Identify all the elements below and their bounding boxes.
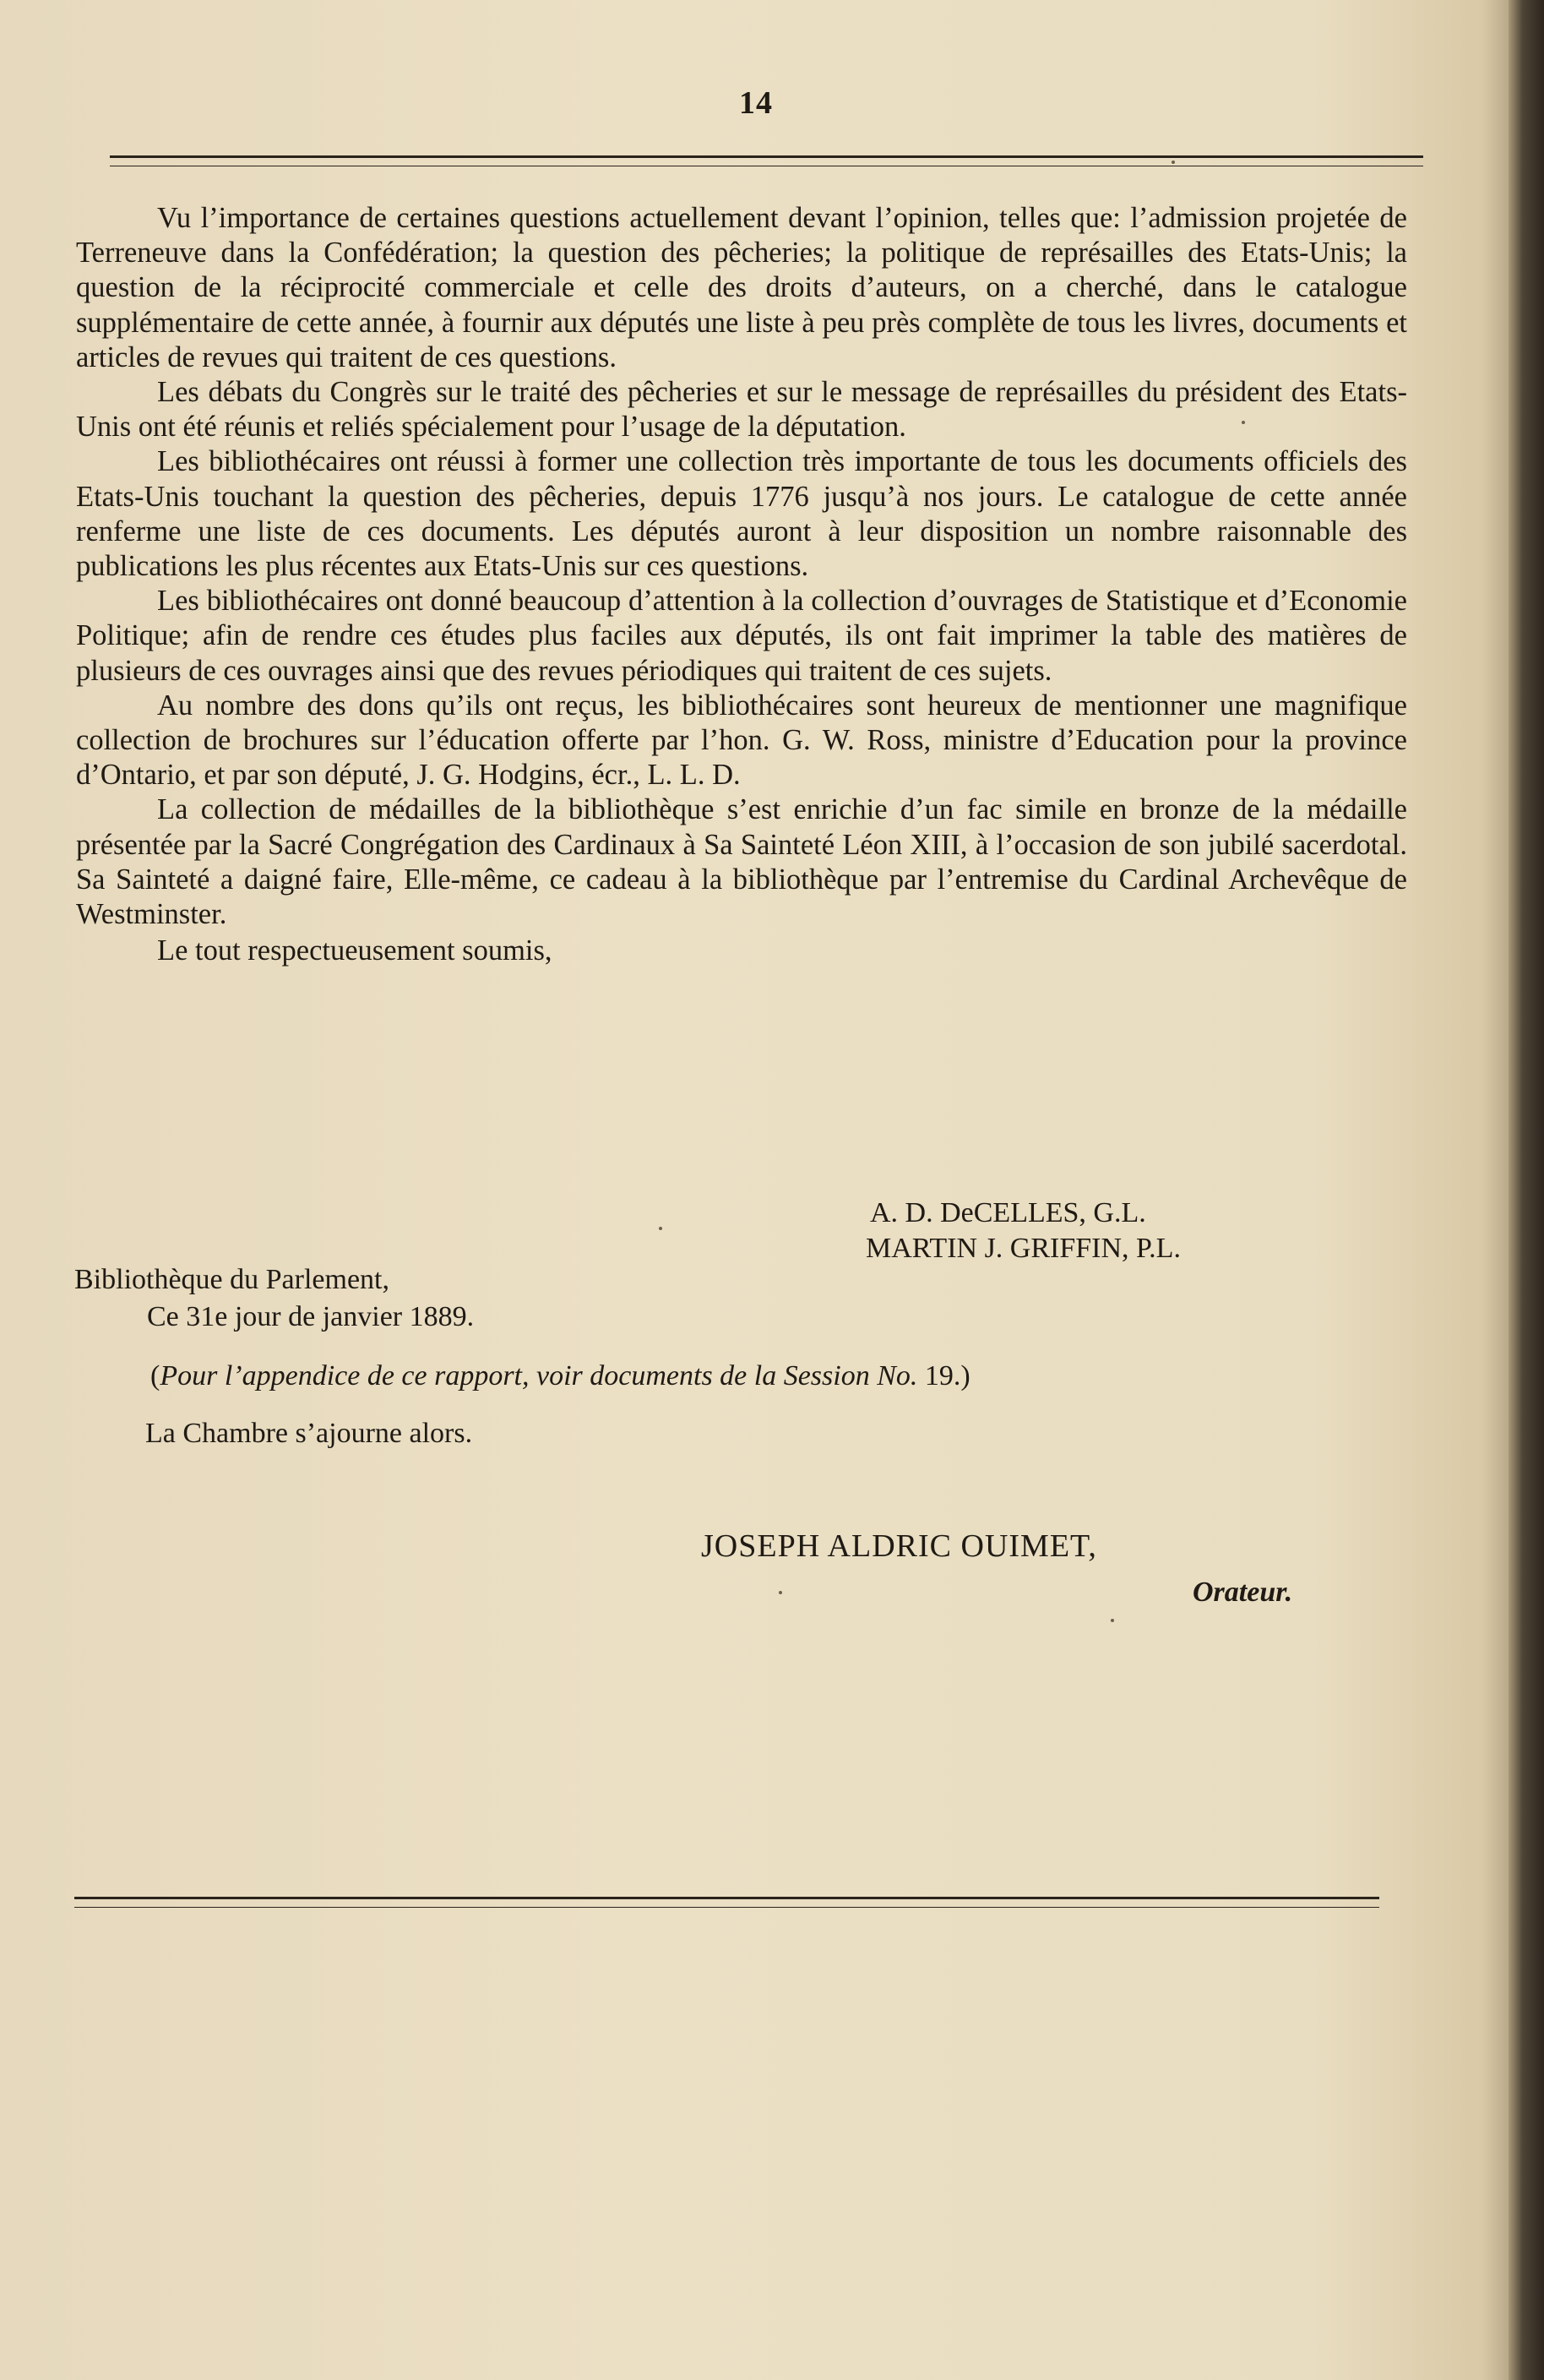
paragraph-congress-debates: Les débats du Congrès sur le traité des pêcheries et sur le message de représailles du président des Etats-Unis ont été réunis et reliés spécialement pour l’usage de la députation. <box>76 376 1407 444</box>
appendix-open-paren: ( <box>150 1360 160 1392</box>
ink-speck <box>1111 1619 1114 1622</box>
paragraph-us-documents: Les bibliothécaires ont réussi à former une collection très importante de tous les documents officiels des Etats-Unis touchant la question des pêcheries, depuis 1776 jusqu’à nos jours. Le catalogue de cette année renferme une liste de ces documents. Les députés auront à leur disposition un nombre raisonnable des publications les plus récentes aux Etats-Unis sur ces questions. <box>76 445 1407 583</box>
footer-rule-thin <box>74 1907 1379 1908</box>
paragraph-statistics-collection: Les bibliothécaires ont donné beaucoup d’attention à la collection d’ouvrages de Statistique et d’Economie Politique; afin de rendre ces études plus faciles aux députés, ils ont fait imprimer la table des matières de plusieurs de ces ouvrages ainsi que des revues périodiques qui traitent de ces sujets. <box>76 585 1407 687</box>
appendix-text: Pour l’appendice de ce rapport, voir documents de la Session No. <box>160 1360 918 1392</box>
paragraph-medals: La collection de médailles de la bibliothèque s’est enrichie d’un fac simile en bronze de la médaille présentée par la Sacré Congrégation des Cardinaux à Sa Sainteté Léon XIII, à l’occasion de son jubilé sacerdotal. Sa Sainteté a daigné faire, Elle-même, ce cadeau à la bibliothèque par l’entremise du Cardinal Archevêque de Westminster. <box>76 793 1407 931</box>
signature-griffin: MARTIN J. GRIFFIN, P.L. <box>866 1233 1181 1264</box>
adjournment-line: La Chambre s’ajourne alors. <box>145 1418 473 1449</box>
ink-speck <box>1172 161 1175 164</box>
closing-line: Le tout respectueusement soumis, <box>157 934 552 967</box>
appendix-note <box>150 1360 970 1392</box>
place-line: Bibliothèque du Parlement, <box>74 1264 389 1295</box>
date-line: Ce 31e jour de janvier 1889. <box>147 1301 475 1332</box>
paragraph-current-questions: Vu l’importance de certaines questions actuellement devant l’opinion, telles que: l’admission projetée de Terreneuve dans la Confédération; la question des pêcheries; la politique de représailles des Etats-Unis; la question de la réciprocité commerciale et celle des droits d’auteurs, on a cherché, dans le catalogue supplémentaire de cette année, à fournir aux députés une liste à peu près complète de tous les livres, documents et articles de revues qui traitent de ces questions. <box>76 202 1407 373</box>
footer-rule-thick <box>74 1897 1379 1899</box>
report-body <box>76 201 1407 968</box>
page-number: 14 <box>739 85 773 121</box>
ink-speck <box>659 1227 662 1230</box>
page-binding-edge <box>1509 0 1544 2380</box>
speaker-title: Orateur. <box>1193 1577 1293 1608</box>
ink-speck <box>1242 421 1245 424</box>
paragraph-donations: Au nombre des dons qu’ils ont reçus, les bibliothécaires sont heureux de mentionner une magnifique collection de brochures sur l’éducation offerte par l’hon. G. W. Ross, ministre d’Education pour la province d’Ontario, et par son député, J. G. Hodgins, écr., L. L. D. <box>76 689 1407 792</box>
appendix-number: 19.) <box>917 1360 970 1392</box>
header-rule-thick <box>110 155 1423 158</box>
signature-decelles: A. D. DeCELLES, G.L. <box>870 1197 1146 1228</box>
ink-speck <box>779 1591 782 1594</box>
place-date-block <box>74 1261 474 1336</box>
signature-block <box>866 1195 1181 1266</box>
speaker-name: JOSEPH ALDRIC OUIMET, <box>701 1528 1097 1564</box>
